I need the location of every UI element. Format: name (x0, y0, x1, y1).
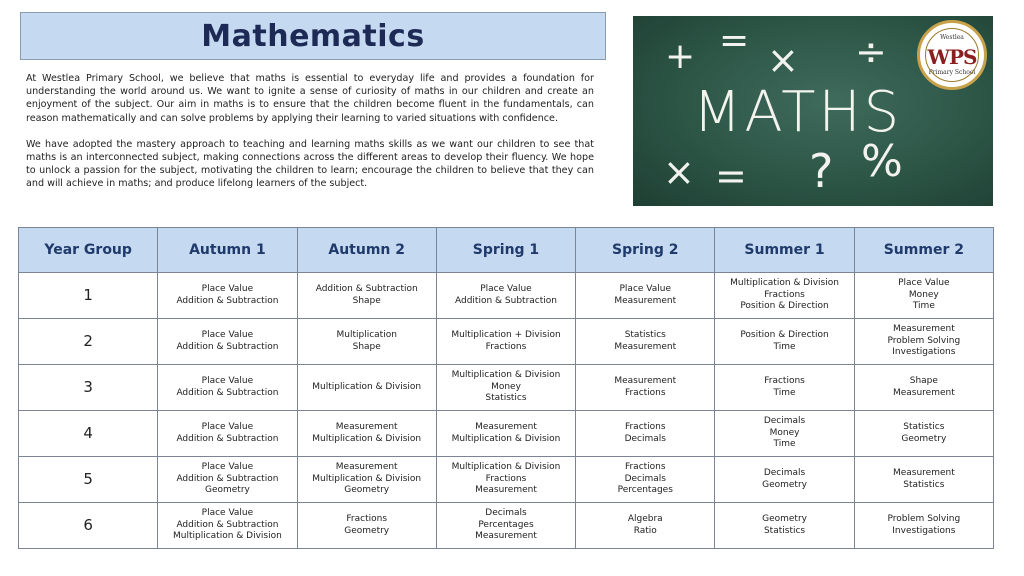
year-group-cell: 3 (19, 365, 158, 411)
cell-autumn-1 (158, 411, 297, 457)
curriculum-table (18, 227, 994, 549)
topic-text: Multiplication & Division (730, 278, 839, 289)
equals-symbol-lower: = (715, 154, 747, 198)
table-row (19, 319, 994, 365)
topic-text: Shape (909, 376, 938, 386)
topic-text: Place Value (201, 422, 254, 432)
intro-paragraph-2: We have adopted the mastery approach to teaching and learning maths skills as we want our children to see that maths is an interconnected subject, making connections across the different areas to develop their fluency. We hope to unlock a passion for the subject, motivating the children to learn; encourage the children to believe that they can and will achieve in maths; and produce lifelong learners of the subject. (26, 138, 594, 190)
topic-text: Problem Solving (887, 335, 961, 346)
topic-text: Time (773, 439, 796, 450)
cell-summer-1 (715, 365, 854, 411)
intro-paragraph-1: At Westlea Primary School, we believe that maths is essential to everyday life and provides a foundation for understanding the world around us. We want to ignite a sense of curiosity of maths in our children and create an enjoyment of the subject. Our aim in maths is to ensure that the children become fluent in the fundamentals, can reason mathematically and can solve problems by applying their learning to varied situations with confidence. (26, 73, 594, 124)
cell-spring-1 (436, 457, 575, 503)
topic-text: Fractions (346, 514, 388, 524)
topic-text: Time (912, 301, 935, 312)
topic-text: Measurement (614, 341, 677, 352)
topic-text: Place Value (480, 284, 532, 294)
topic-text: Statistics (485, 393, 527, 404)
cell-summer-1 (715, 273, 854, 319)
cell-summer-2 (854, 319, 993, 365)
cell-summer-2 (854, 365, 993, 411)
header-year-group: Year Group (19, 228, 158, 273)
header-spring-2: Spring 2 (576, 228, 715, 273)
table-row (19, 503, 994, 549)
topic-text: Multiplication & Division (312, 473, 422, 484)
topic-text: Multiplication + Division (451, 330, 561, 340)
topic-text: Place Value (201, 508, 254, 519)
year-group-cell: 1 (19, 273, 158, 319)
topic-text: Addition & Subtraction (455, 295, 557, 306)
topic-text: Fractions (624, 462, 666, 473)
year-group-cell: 6 (19, 503, 158, 549)
year-group-cell: 5 (19, 457, 158, 503)
cell-autumn-1 (158, 273, 297, 319)
header-spring-1: Spring 1 (436, 228, 575, 273)
topic-text: Place Value (619, 284, 672, 294)
cell-autumn-2 (297, 411, 436, 457)
equals-symbol: = (719, 20, 750, 61)
logo-bottom-text: Primary School (928, 69, 976, 76)
cell-autumn-1 (158, 319, 297, 365)
topic-text: Geometry (762, 479, 807, 490)
times-symbol: × (767, 38, 799, 82)
topic-text: Multiplication (336, 330, 397, 340)
topic-text: Money (491, 381, 521, 392)
topic-text: Time (773, 341, 796, 352)
topic-text: Problem Solving (887, 514, 961, 524)
table-body (19, 273, 994, 549)
topic-text: Statistics (903, 422, 945, 432)
table-row (19, 365, 994, 411)
topic-text: Geometry (762, 514, 807, 524)
topic-text: Geometry (901, 433, 947, 444)
plus-symbol: + (665, 36, 696, 77)
topic-text: Money (908, 289, 939, 300)
topic-text: Fractions (485, 341, 527, 352)
topic-text: Measurement (335, 422, 398, 432)
topic-text: Addition & Subtraction (176, 519, 279, 530)
topic-text: Statistics (763, 525, 806, 536)
cell-autumn-2 (297, 503, 436, 549)
topic-text: Measurement (614, 295, 677, 306)
topic-text: Decimals (763, 468, 806, 478)
times-symbol-lower: × (663, 150, 695, 194)
topic-text: Measurement (475, 422, 537, 432)
cell-summer-2 (854, 411, 993, 457)
topic-text: Percentages (478, 519, 534, 530)
cell-autumn-2 (297, 273, 436, 319)
topic-text: Decimals (624, 433, 666, 444)
cell-spring-2 (576, 503, 715, 549)
percent-symbol: % (861, 136, 903, 187)
cell-spring-2 (576, 457, 715, 503)
topic-text: Percentages (617, 485, 673, 496)
cell-summer-1 (715, 411, 854, 457)
topic-text: Multiplication & Division (173, 531, 282, 542)
header-summer-2: Summer 2 (854, 228, 993, 273)
topic-text: Addition & Subtraction (176, 433, 279, 444)
topic-text: Position & Direction (740, 301, 829, 312)
cell-spring-1 (436, 411, 575, 457)
cell-autumn-1 (158, 503, 297, 549)
topic-text: Place Value (201, 330, 254, 340)
header-summer-1: Summer 1 (715, 228, 854, 273)
cell-spring-1 (436, 273, 575, 319)
topic-text: Multiplication & Division (451, 433, 561, 444)
year-group-cell: 2 (19, 319, 158, 365)
year-group-cell: 4 (19, 411, 158, 457)
topic-text: Investigations (892, 525, 956, 536)
topic-text: Statistics (903, 479, 945, 490)
topic-text: Measurement (614, 376, 677, 386)
table-row (19, 457, 994, 503)
topic-text: Measurement (335, 462, 398, 473)
topic-text: Place Value (898, 278, 950, 289)
topic-text: Decimals (624, 473, 666, 484)
header-autumn-1: Autumn 1 (158, 228, 297, 273)
topic-text: Investigations (892, 347, 956, 358)
topic-text: Geometry (344, 525, 390, 536)
cell-summer-2 (854, 273, 993, 319)
topic-text: Measurement (475, 485, 537, 496)
topic-text: Multiplication & Division (312, 381, 422, 392)
topic-text: Multiplication & Division (451, 370, 561, 381)
topic-text: Measurement (892, 324, 955, 335)
cell-spring-2 (576, 365, 715, 411)
topic-text: Place Value (201, 462, 254, 473)
topic-text: Position & Direction (740, 330, 829, 340)
page-title: Mathematics (201, 18, 425, 54)
topic-text: Shape (352, 341, 381, 352)
cell-summer-1 (715, 457, 854, 503)
topic-text: Decimals (763, 416, 806, 427)
topic-text: Measurement (475, 531, 537, 542)
cell-summer-1 (715, 503, 854, 549)
topic-text: Time (773, 387, 796, 398)
topic-text: Fractions (624, 387, 666, 398)
topic-text: Decimals (485, 508, 527, 519)
maths-word: MATHS (693, 80, 903, 145)
topic-text: Fractions (624, 422, 666, 432)
logo-letters: WPS (927, 45, 977, 69)
topic-text: Place Value (201, 284, 254, 294)
topic-text: Measurement (892, 468, 955, 478)
topic-text: Measurement (892, 387, 955, 398)
logo-top-text: Westlea (940, 34, 964, 41)
topic-text: Algebra (627, 514, 663, 524)
topic-text: Place Value (201, 376, 254, 386)
topic-text: Fractions (764, 376, 805, 386)
topic-text: Shape (352, 295, 381, 306)
cell-spring-1 (436, 365, 575, 411)
intro-text (26, 72, 594, 204)
question-symbol: ? (809, 144, 834, 198)
header-autumn-2: Autumn 2 (297, 228, 436, 273)
maths-chalkboard-image (633, 16, 993, 206)
topic-text: Ratio (633, 525, 657, 536)
cell-autumn-2 (297, 319, 436, 365)
cell-summer-2 (854, 503, 993, 549)
cell-summer-2 (854, 457, 993, 503)
cell-autumn-1 (158, 457, 297, 503)
topic-text: Geometry (344, 485, 390, 496)
topic-text: Addition & Subtraction (176, 341, 279, 352)
cell-spring-2 (576, 319, 715, 365)
cell-summer-1 (715, 319, 854, 365)
topic-text: Geometry (204, 485, 250, 496)
topic-text: Multiplication & Division (312, 433, 422, 444)
cell-autumn-1 (158, 365, 297, 411)
topic-text: Addition & Subtraction (315, 284, 418, 294)
table-row (19, 411, 994, 457)
divide-symbol: ÷ (855, 30, 887, 74)
topic-text: Statistics (624, 330, 666, 340)
topic-text: Multiplication & Division (451, 462, 561, 473)
topic-text: Fractions (485, 473, 527, 484)
cell-autumn-2 (297, 365, 436, 411)
cell-spring-1 (436, 503, 575, 549)
logo-ring (925, 28, 979, 82)
topic-text: Fractions (764, 289, 805, 300)
table-row (19, 273, 994, 319)
cell-spring-2 (576, 411, 715, 457)
cell-autumn-2 (297, 457, 436, 503)
topic-text: Addition & Subtraction (176, 295, 279, 306)
table-header-row (19, 228, 994, 273)
title-banner (20, 12, 606, 60)
topic-text: Addition & Subtraction (176, 473, 279, 484)
school-logo (917, 20, 987, 90)
topic-text: Addition & Subtraction (176, 387, 279, 398)
cell-spring-2 (576, 273, 715, 319)
topic-text: Money (769, 427, 800, 438)
cell-spring-1 (436, 319, 575, 365)
